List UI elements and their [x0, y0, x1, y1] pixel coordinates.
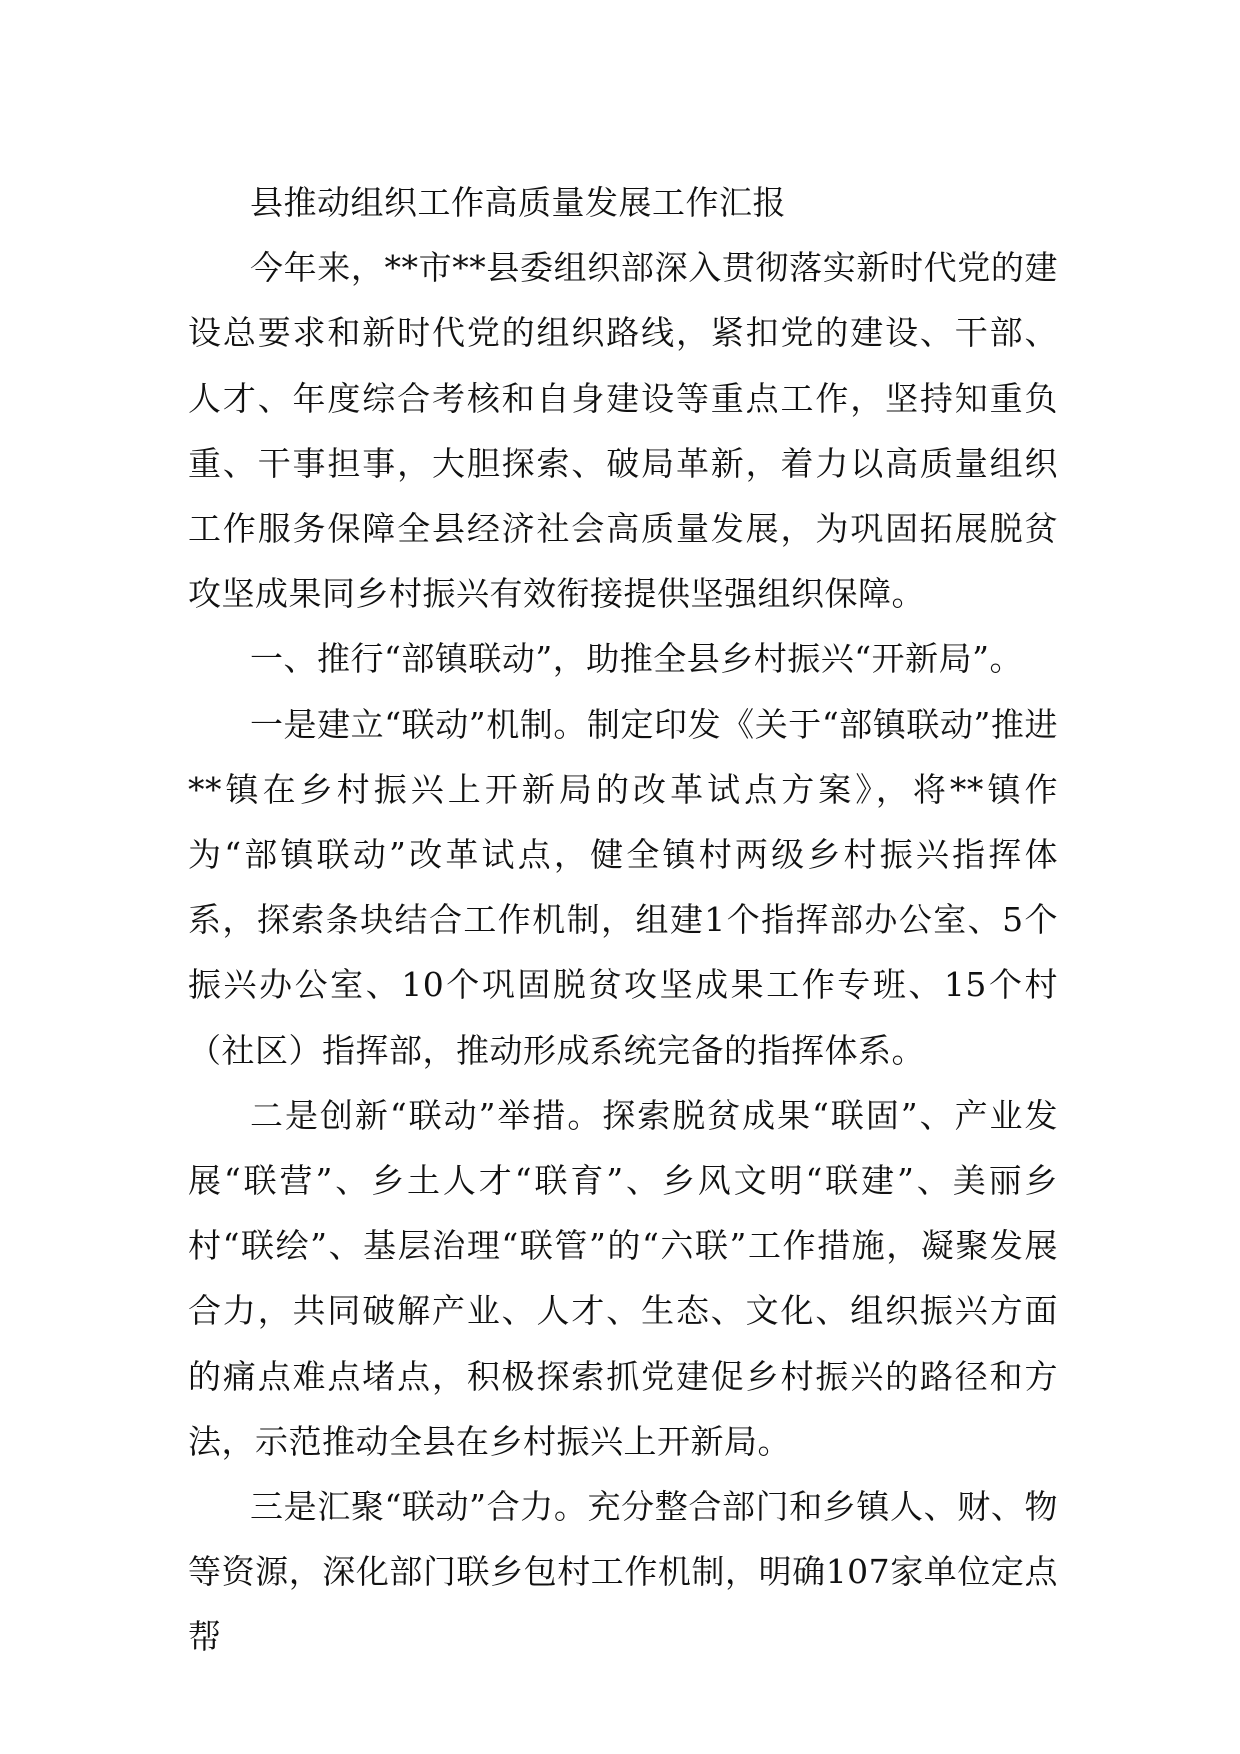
paragraph-3: 三是汇聚“联动”合力。充分整合部门和乡镇人、财、物等资源，深化部门联乡包村工作机制，明确107家单位定点帮	[188, 1487, 1058, 1657]
document-body	[188, 170, 1058, 1670]
intro-paragraph: 今年来，**市**县委组织部深入贯彻落实新时代党的建设总要求和新时代党的组织路线，紧扣党的建设、干部、人才、年度综合考核和自身建设等重点工作，坚持知重负重、干事担事，大胆探索、破局革新，着力以高质量组织工作服务保障全县经济社会高质量发展，为巩固拓展脱贫攻坚成果同乡村振兴有效衔接提供坚强组织保障。	[188, 248, 1058, 614]
document-title: 县推动组织工作高质量发展工作汇报	[250, 183, 786, 222]
section-heading-1: 一、推行“部镇联动”，助推全县乡村振兴“开新局”。	[250, 639, 1023, 679]
paragraph-2: 二是创新“联动”举措。探索脱贫成果“联固”、产业发展“联营”、乡土人才“联育”、乡风文明“联建”、美丽乡村“联绘”、基层治理“联管”的“六联”工作措施，凝聚发展合力，共同破解产业、人才、生态、文化、组织振兴方面的痛点难点堵点，积极探索抓党建促乡村振兴的路径和方法，示范推动全县在乡村振兴上开新局。	[188, 1095, 1058, 1461]
paragraph-1: 一是建立“联动”机制。制定印发《关于“部镇联动”推进**镇在乡村振兴上开新局的改革试点方案》，将**镇作为“部镇联动”改革试点，健全镇村两级乡村振兴指挥体系，探索条块结合工作机制，组建1个指挥部办公室、5个振兴办公室、10个巩固脱贫攻坚成果工作专班、15个村（社区）指挥部，推动形成系统完备的指挥体系。	[188, 704, 1058, 1070]
